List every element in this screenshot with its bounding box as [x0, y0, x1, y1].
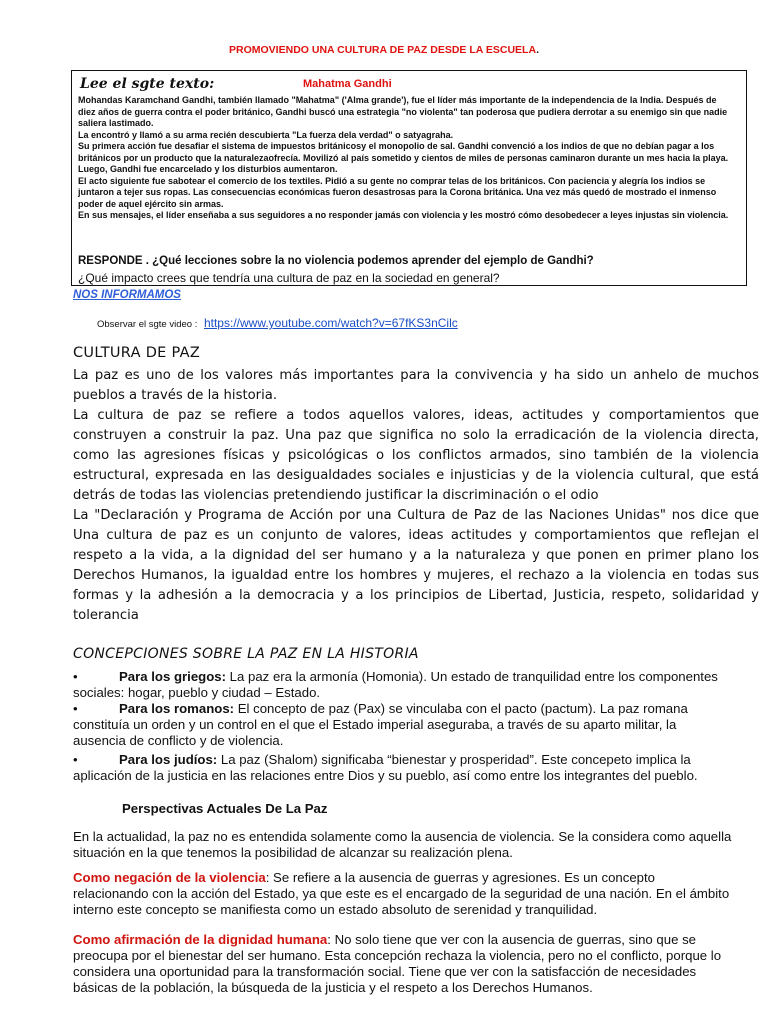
- reading-author: Mahatma Gandhi: [303, 78, 392, 90]
- reading-text: [78, 95, 732, 222]
- perspectiva-text: : No solo tiene que ver con la ausencia de guerras, sino que se preocupa por el bienestar del ser humano. Esta concepción rechaza la violencia, pero no el conflicto, porque lo considera una oportunidad para la transformación social. Tiene que ver con la satisfacción de necesidades básicas de la población, la búsqueda de la justicia y el respeto a los Derechos Humanos.: [73, 932, 722, 995]
- question-2: ¿Qué impacto crees que tendría una cultura de paz en la sociedad en general?: [78, 271, 500, 285]
- history-item-text: La paz era la armonía (Homonia). Un estado de tranquilidad entre los componentes sociales: hogar, pueblo y ciudad – Estado.: [73, 669, 718, 700]
- perspectiva-afirmacion: [73, 932, 733, 996]
- question-1: RESPONDE . ¿Qué lecciones sobre la no violencia podemos aprender del ejemplo de Gandhi?: [78, 255, 594, 267]
- reading-paragraph: La encontró y llamó a su arma recién descubierta "La fuerza dela verdad" o satyagraha.: [78, 129, 454, 140]
- history-item-text: La paz (Shalom) significaba “bienestar y prosperidad”. Este concepeto implica la aplicación de la justicia en las relaciones entre Dios y su pueblo, así como entre los integrantes del pueblo.: [73, 752, 698, 783]
- cultura-paragraph: La paz es uno de los valores más importantes para la convivencia y ha sido un anhelo de muchos pueblos a través de la historia.: [73, 368, 759, 403]
- history-item-label: Para los griegos:: [119, 669, 227, 684]
- cultura-paragraph: La cultura de paz se refiere a todos aquellos valores, ideas, actitudes y comportamientos que construyen a construir la paz. Una paz que significa no solo la erradicación de la violencia directa, como las agresiones físicas y psicológicas o los conflictos armados, sino también de la violencia estructural, expresada en las desigualdades sociales e injusticias y de la violencia cultural, que está detrás de todas las violencias pretendiendo justificar la discriminación o el odio: [73, 408, 759, 503]
- reading-paragraph: En sus mensajes, el líder enseñaba a sus seguidores a no responder jamás con violencia y les mostró cómo desobedecer a leyes injustas sin violencia.: [78, 210, 729, 220]
- cultura-paragraph: La "Declaración y Programa de Acción por una Cultura de Paz de las Naciones Unidas" nos dice que Una cultura de paz es un conjunto de valores, ideas actitudes y comportamientos que reflejan el respeto a la vida, a la dignidad del ser humano y a la naturaleza y que ponen en primer plano los Derechos Humanos, la igualdad entre los hombres y mujeres, el rechazo a la violencia en todas sus formas y la adhesión a la democracia y a los principios de Libertad, Justicia, respeto, solidaridad y tolerancia: [73, 508, 759, 623]
- reading-paragraph: Mohandas Karamchand Gandhi, también llamado "Mahatma" ('Alma grande'), fue el líder más importante de la independencia de la India. Después de diez años de guerra contra el poder británico, Gandhi buscó una estrategia "no violenta" tan poderosa que pudiera derrotar a su enemigo sin que nadie saliera lastimado.: [78, 95, 728, 128]
- cultura-heading: CULTURA DE PAZ: [73, 345, 201, 361]
- perspectiva-negacion: [73, 870, 733, 918]
- cultura-text: [73, 366, 759, 626]
- history-item-griegos: [73, 669, 725, 701]
- perspectivas-intro: En la actualidad, la paz no es entendida solamente como la ausencia de violencia. Se la considera como aquella situación en la que tenemos la posibilidad de alcanzar su realización plena.: [73, 829, 732, 860]
- video-line: Observar el sgte video : https://www.youtube.com/watch?v=67fKS3nCilc: [97, 316, 458, 330]
- reading-heading: Lee el sgte texto:: [80, 76, 215, 92]
- bullet-icon: •: [73, 701, 78, 716]
- concepciones-heading: CONCEPCIONES SOBRE LA PAZ EN LA HISTORIA: [73, 646, 419, 662]
- perspectiva-text: : Se refiere a la ausencia de guerras y agresiones. Es un concepto relacionando con la acción del Estado, ya que este es el encargado de la seguridad de una nación. En el ámbito interno este concepto se manifiesta como un estado absoluto de serenidad y tranquilidad.: [73, 870, 730, 917]
- video-label: Observar el sgte video: [97, 319, 193, 330]
- page-title: PROMOVIENDO UNA CULTURA DE PAZ DESDE LA ESCUELA.: [229, 44, 539, 56]
- video-link[interactable]: https://www.youtube.com/watch?v=67fKS3nCilc: [203, 316, 458, 330]
- nos-informamos-heading: NOS INFORMAMOS: [73, 289, 181, 301]
- history-item-label: Para los romanos:: [119, 701, 235, 716]
- reading-paragraph: El acto siguiente fue sabotear el comercio de los textiles. Pidió a su gente no comprar telas de los británicos. Con paciencia y alegría los indios se juntaron a tejer sus ropas. Las consecuencias económicas fueron desastrosas para la Corona británica. Una vez más quedó de mostrado el inmenso poder de aquel ejército sin armas.: [78, 175, 717, 209]
- bullet-icon: •: [73, 752, 78, 767]
- perspectivas-heading: Perspectivas Actuales De La Paz: [122, 801, 328, 816]
- bullet-icon: •: [73, 669, 78, 684]
- history-item-judios: [73, 752, 725, 784]
- history-item-romanos: [73, 701, 725, 749]
- reading-paragraph: Su primera acción fue desafiar el sistema de impuestos británicosy el monopolio de sal. Gandhi convenció a los indios de que no debían pagar a los británicos por un producto que la naturalezaofrecía. Movilizó al país sometido y cientos de miles de personas caminaron durante un mes hacia la playa. Luego, Gandhi fue encarcelado y los disturbios aumentaron.: [78, 141, 729, 174]
- perspectiva-label: Como negación de la violencia: [73, 870, 266, 885]
- history-item-label: Para los judíos:: [119, 752, 218, 767]
- history-item-text: El concepto de paz (Pax) se vinculaba con el pacto (pactum). La paz romana constituía un orden y un control en el que el Estado imperial aseguraba, a través de su aparto militar, la ausencia de conflicto y de violencia.: [73, 701, 688, 748]
- perspectiva-label: Como afirmación de la dignidad humana: [73, 932, 328, 947]
